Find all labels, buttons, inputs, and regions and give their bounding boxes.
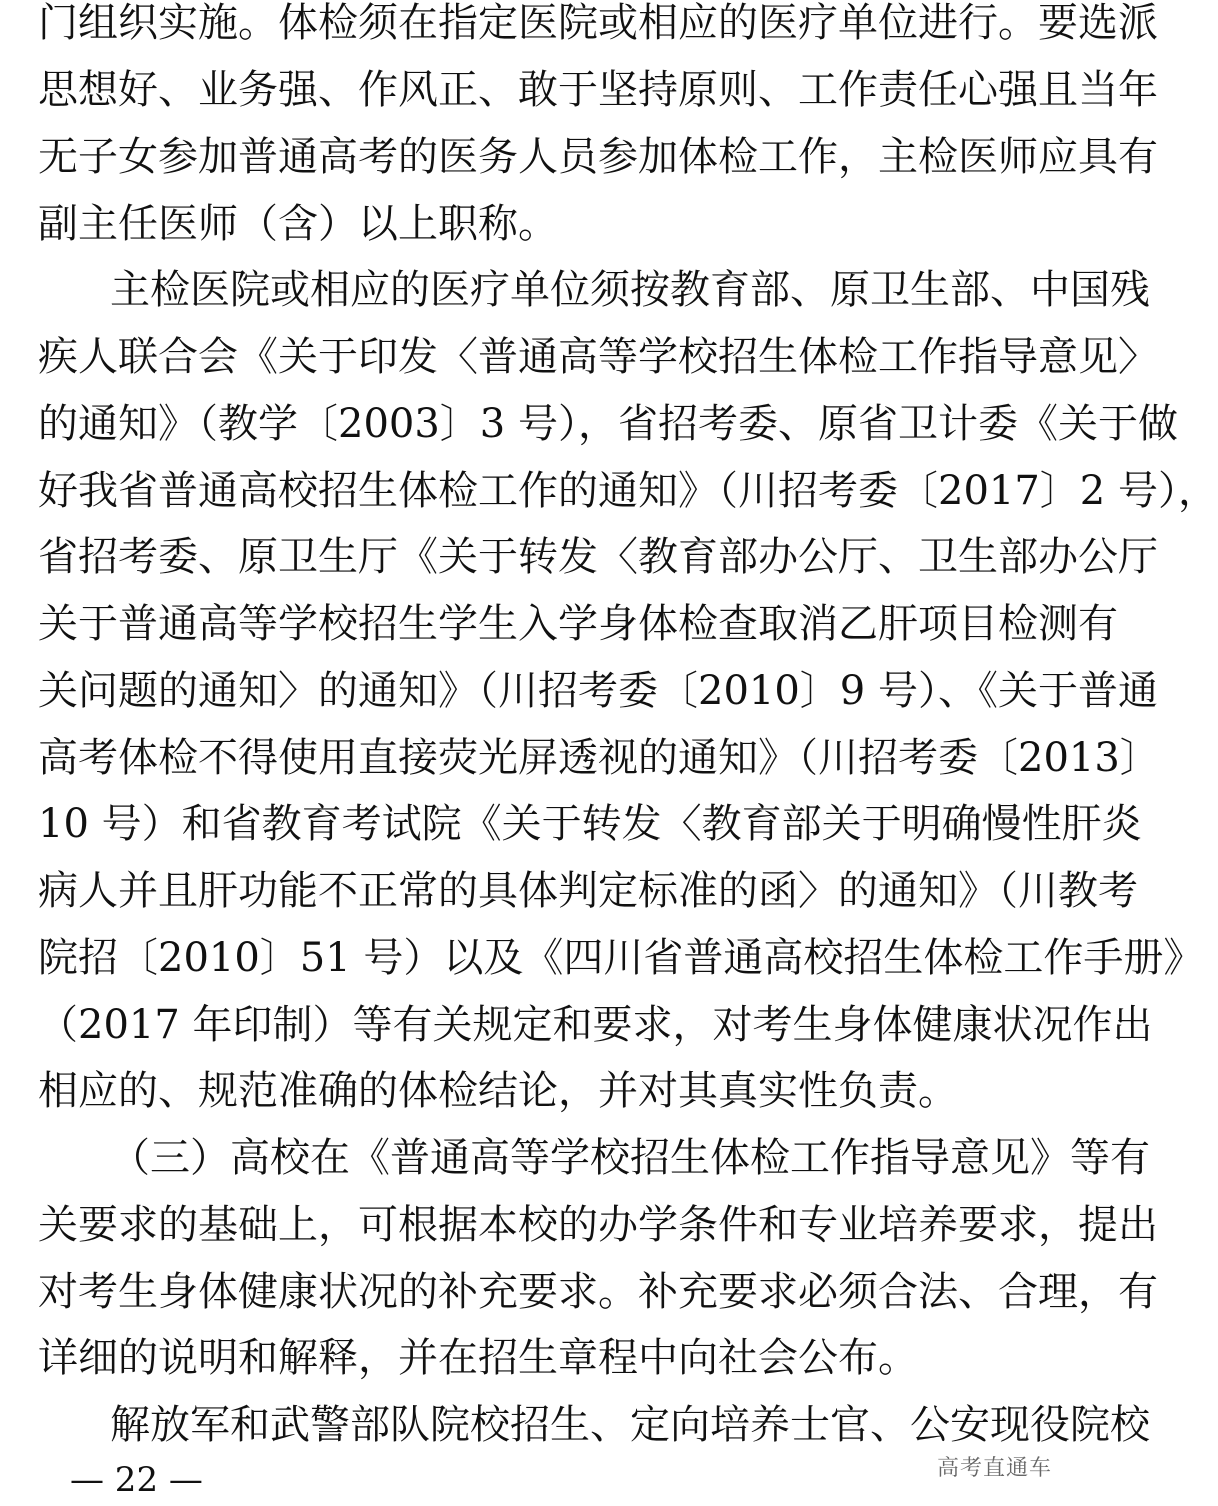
paragraph-first-line: 解放军和武警部队院校招生、定向培养士官、公安现役院校: [110, 1402, 1150, 1448]
text-line: 院招〔2010〕51 号）以及《四川省普通高校招生体检工作手册》: [38, 935, 1204, 981]
paragraph-first-line: （三）高校在《普通高等学校招生体检工作指导意见》等有: [110, 1135, 1150, 1181]
text-line: 无子女参加普通高考的医务人员参加体检工作，主检医师应具有: [38, 134, 1158, 180]
text-line: （2017 年印制）等有关规定和要求，对考生身体健康状况作出: [38, 1002, 1153, 1048]
text-line: 详细的说明和解释，并在招生章程中向社会公布。: [38, 1335, 918, 1381]
text-line: 10 号）和省教育考试院《关于转发〈教育部关于明确慢性肝炎: [38, 801, 1142, 847]
text-line: 好我省普通高校招生体检工作的通知》（川招考委〔2017〕2 号），: [38, 468, 1218, 514]
text-line: 关问题的通知〉的通知》（川招考委〔2010〕9 号）、《关于普通: [38, 668, 1158, 714]
page-number: — 22 —: [70, 1460, 203, 1500]
text-line: 对考生身体健康状况的补充要求。补充要求必须合法、合理，有: [38, 1269, 1158, 1315]
text-line: 思想好、业务强、作风正、敢于坚持原则、工作责任心强且当年: [38, 67, 1158, 113]
text-line: 疾人联合会《关于印发〈普通高等学校招生体检工作指导意见〉: [38, 334, 1158, 380]
text-line: 关要求的基础上，可根据本校的办学条件和专业培养要求，提出: [38, 1202, 1158, 1248]
text-line: 相应的、规范准确的体检结论，并对其真实性负责。: [38, 1068, 958, 1114]
text-line: 副主任医师（含）以上职称。: [38, 201, 558, 247]
text-line: 病人并且肝功能不正常的具体判定标准的函〉的通知》（川教考: [38, 868, 1138, 914]
text-line: 省招考委、原卫生厅《关于转发〈教育部办公厅、卫生部办公厅: [38, 534, 1158, 580]
watermark: 高考直通车: [936, 1456, 1052, 1481]
text-line: 的通知》（教学〔2003〕3 号），省招考委、原省卫计委《关于做: [38, 401, 1178, 447]
text-line: 关于普通高等学校招生学生入学身体检查取消乙肝项目检测有: [38, 601, 1118, 647]
text-line: 门组织实施。体检须在指定医院或相应的医疗单位进行。要选派: [38, 0, 1158, 46]
text-line: 高考体检不得使用直接荧光屏透视的通知》（川招考委〔2013〕: [38, 735, 1160, 781]
paragraph-first-line: 主检医院或相应的医疗单位须按教育部、原卫生部、中国残: [110, 267, 1150, 313]
